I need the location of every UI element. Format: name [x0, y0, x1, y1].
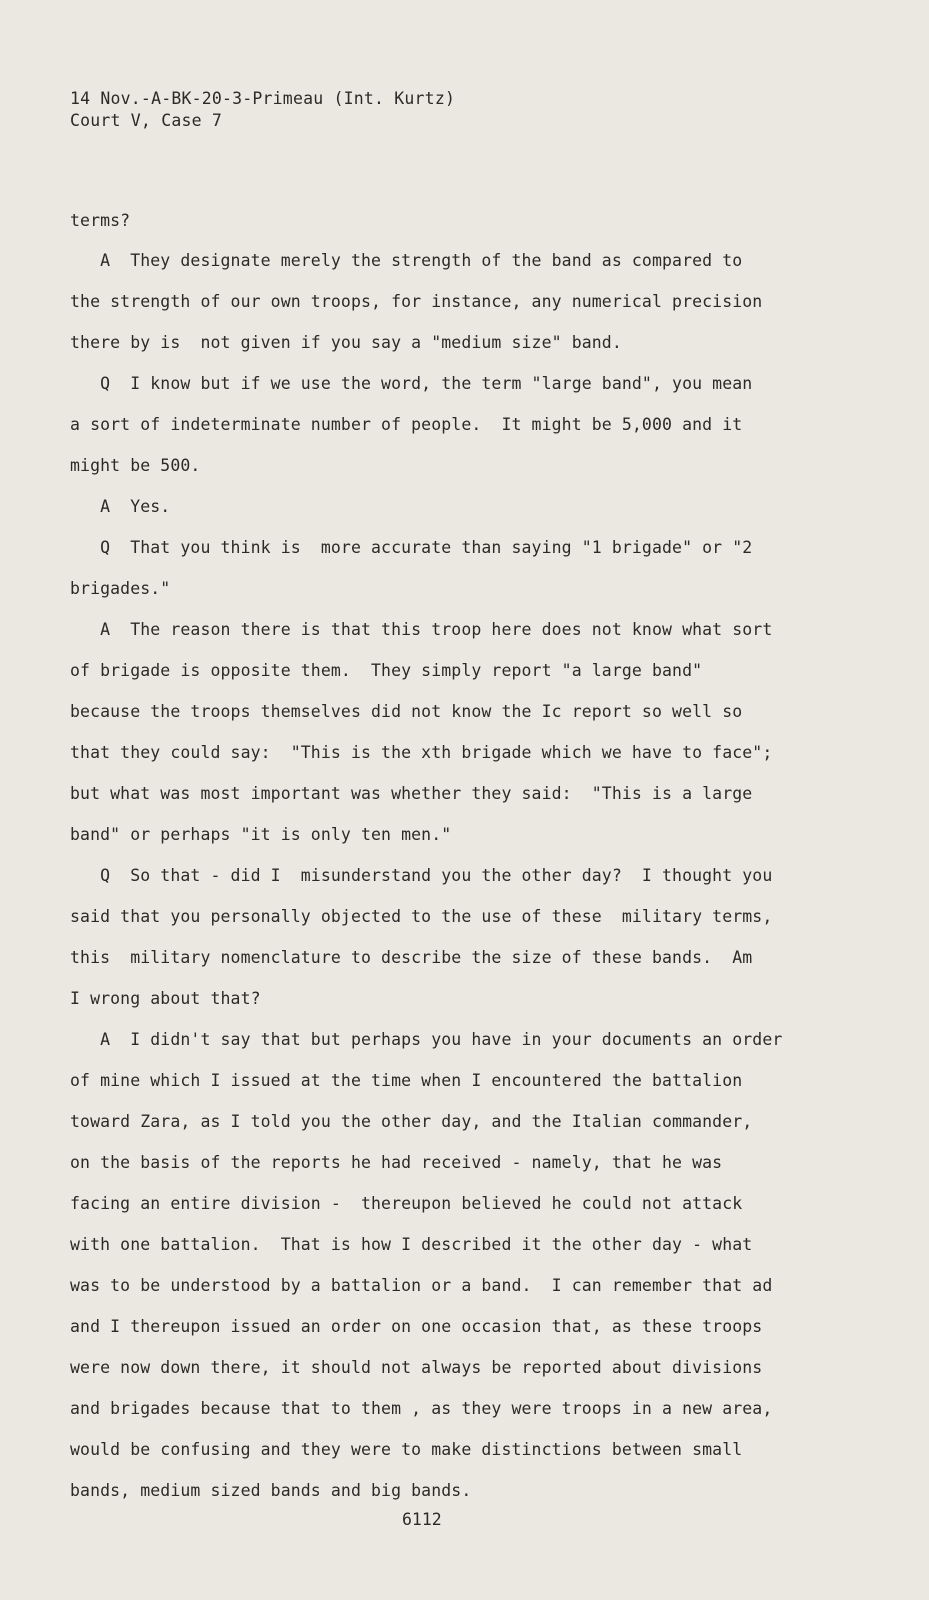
transcript-line: were now down there, it should not always be reported about divisions — [70, 1358, 763, 1377]
transcript-line: brigades." — [70, 579, 171, 598]
transcript-line: there by is not given if you say a "medium size" band. — [70, 333, 622, 352]
transcript-line: with one battalion. That is how I described it the other day - what — [70, 1235, 753, 1254]
transcript-line: facing an entire division - thereupon believed he could not attack — [70, 1194, 743, 1213]
document-header — [70, 88, 455, 132]
transcript-line: and brigades because that to them , as they were troops in a new area, — [70, 1399, 773, 1418]
transcript-line: of brigade is opposite them. They simply report "a large band" — [70, 661, 703, 680]
header-reference: 14 Nov.-A-BK-20-3-Primeau (Int. Kurtz) — [70, 89, 456, 108]
transcript-line: Q That you think is more accurate than saying "1 brigade" or "2 — [70, 538, 753, 557]
transcript-line: would be confusing and they were to make distinctions between small — [70, 1440, 743, 1459]
transcript-line: A The reason there is that this troop here does not know what sort — [70, 620, 773, 639]
transcript-line: this military nomenclature to describe the size of these bands. Am — [70, 948, 753, 967]
transcript-line: was to be understood by a battalion or a band. I can remember that ad — [70, 1276, 773, 1295]
transcript-line: A Yes. — [70, 497, 171, 516]
transcript-line: toward Zara, as I told you the other day, and the Italian commander, — [70, 1112, 753, 1131]
transcript-line: and I thereupon issued an order on one occasion that, as these troops — [70, 1317, 763, 1336]
transcript-line: the strength of our own troops, for instance, any numerical precision — [70, 292, 763, 311]
transcript-line: on the basis of the reports he had received - namely, that he was — [70, 1153, 723, 1172]
transcript-line: but what was most important was whether they said: "This is a large — [70, 784, 753, 803]
transcript-line: Q I know but if we use the word, the term "large band", you mean — [70, 374, 753, 393]
transcript-line: I wrong about that? — [70, 989, 261, 1008]
transcript-line: a sort of indeterminate number of people. It might be 5,000 and it — [70, 415, 743, 434]
header-court-case: Court V, Case 7 — [70, 111, 223, 130]
transcript-line: A I didn't say that but perhaps you have in your documents an order — [70, 1030, 783, 1049]
transcript-line: that they could say: "This is the xth brigade which we have to face"; — [70, 743, 773, 762]
transcript-line: might be 500. — [70, 456, 201, 475]
transcript-line: A They designate merely the strength of the band as compared to — [70, 251, 743, 270]
transcript-line: band" or perhaps "it is only ten men." — [70, 825, 452, 844]
transcript-line: terms? — [70, 211, 131, 230]
page-number: 6112 — [402, 1510, 442, 1529]
transcript-line: because the troops themselves did not know the Ic report so well so — [70, 702, 743, 721]
transcript-line: Q So that - did I misunderstand you the other day? I thought you — [70, 866, 773, 885]
transcript-line: said that you personally objected to the use of these military terms, — [70, 907, 773, 926]
transcript-line: of mine which I issued at the time when I encountered the battalion — [70, 1071, 743, 1090]
transcript-line: bands, medium sized bands and big bands. — [70, 1481, 472, 1500]
